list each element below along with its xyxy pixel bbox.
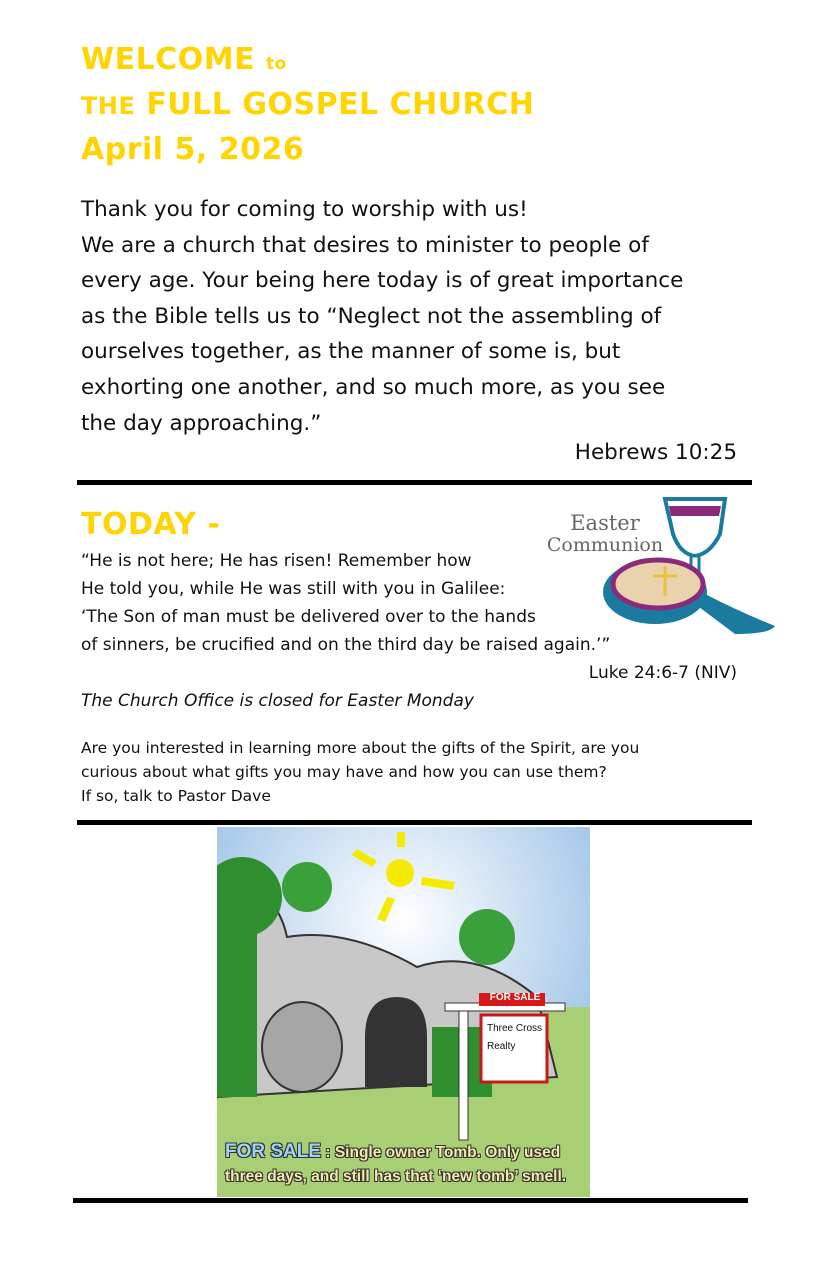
intro-line: every age. Your being here today is of great importance [81,268,684,294]
intro-line: ourselves together, as the manner of some is, but [81,339,621,365]
scripture-quote [81,547,610,659]
caption-line: : Single owner Tomb. Only used [325,1144,561,1161]
quote-line: He told you, while He was still with you in Galilee: [81,579,506,599]
caption-label: FOR SALE [225,1141,322,1162]
tomb-for-sale-cartoon [217,827,590,1197]
to-text: to [266,54,287,74]
date-heading: April 5, 2026 [81,132,305,167]
divider [77,480,752,485]
gifts-line: curious about what gifts you may have and how you can use them? [81,763,607,781]
sign-line1: Three Cross [487,1023,543,1034]
caption-line: three days, and still has that ‘new tomb’ smell. [225,1168,567,1185]
church-name-heading [81,87,534,124]
gifts-line: Are you interested in learning more about the gifts of the Spirit, are you [81,739,640,757]
quote-line: “He is not here; He has risen! Remember how [81,551,472,571]
divider [77,820,752,825]
sign-line2: Realty [487,1041,516,1052]
divider [73,1198,748,1203]
intro-line: Thank you for coming to worship with us! [81,197,528,222]
intro-reference: Hebrews 10:25 [574,440,737,465]
intro-line: as the Bible tells us to “Neglect not the assembling of [81,303,662,329]
logo-line1: Easter [570,511,640,535]
logo-line2: Communion [546,534,664,556]
intro-line: the day approaching.” [81,410,322,436]
welcome-heading [81,42,287,82]
intro-line: exhorting one another, and so much more, as you see [81,374,666,400]
gifts-line: If so, talk to Pastor Dave [81,787,271,805]
quote-line: of sinners, be crucified and on the third day be raised again.’” [81,635,611,655]
office-notice: The Church Office is closed for Easter Monday [81,691,474,711]
welcome-text: WELCOME [81,42,256,77]
the-text: THE [81,92,136,120]
quote-reference: Luke 24:6-7 (NIV) [588,663,737,683]
church-name: FULL GOSPEL CHURCH [146,87,535,122]
today-heading: TODAY - [81,507,221,542]
cartoon-caption [225,1140,566,1189]
quote-line: ‘The Son of man must be delivered over to the hands [81,607,536,627]
sign-banner: FOR SALE [489,992,541,1003]
gifts-paragraph [81,736,639,808]
intro-paragraph [81,192,751,441]
intro-line: We are a church that desires to minister to people of [81,232,649,258]
